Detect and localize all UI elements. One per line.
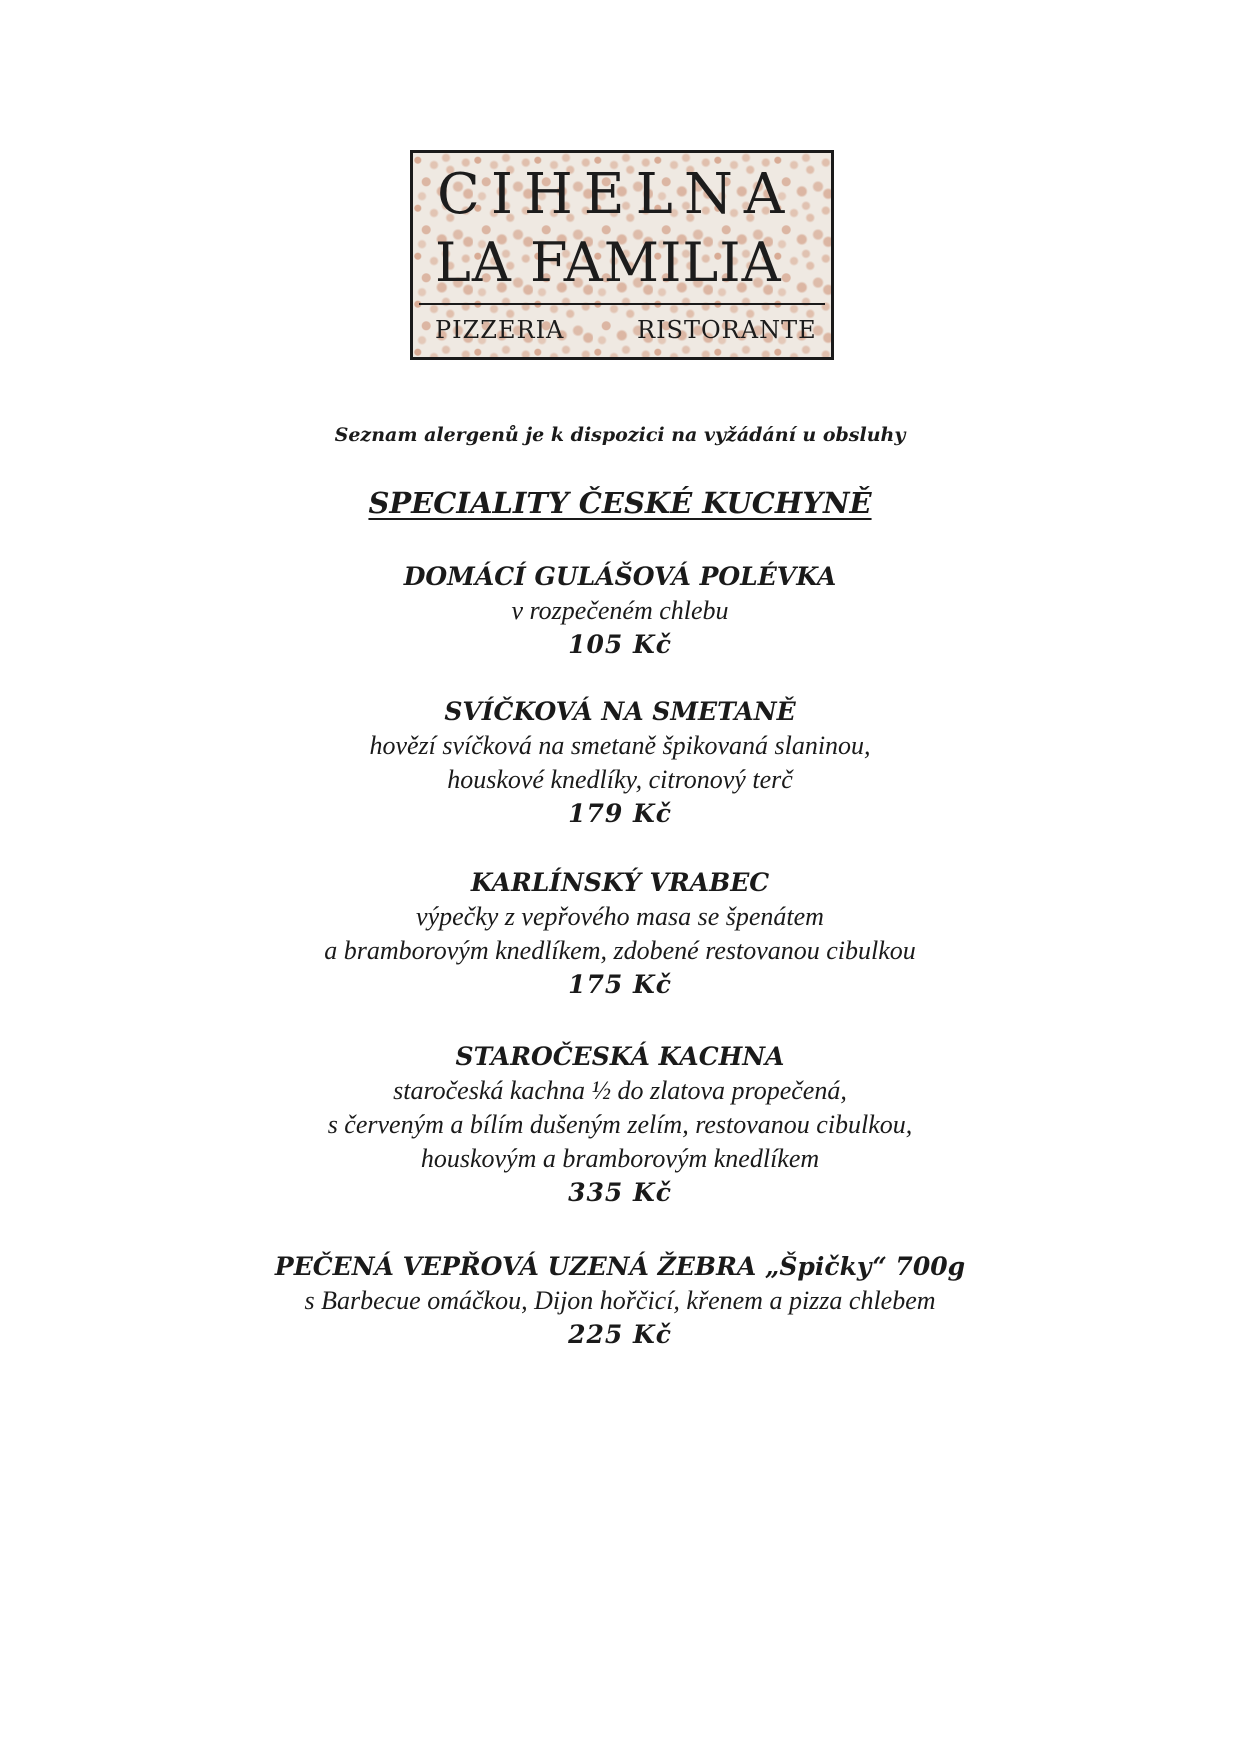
dish-item: [0, 866, 1240, 1002]
logo-subtitle: LA FAMILIA: [435, 231, 782, 294]
dish-description: výpečky z vepřového masa se špenátem: [416, 902, 824, 931]
logo-pizzeria: PIZZERIA: [435, 316, 565, 344]
dish-price: 335 Kč: [568, 1178, 672, 1207]
dish-item: [0, 1250, 1240, 1352]
dish-item: [0, 695, 1240, 831]
dish-description: houskovým a bramborovým knedlíkem: [420, 1144, 820, 1173]
restaurant-logo: [410, 150, 834, 360]
dish-price: 105 Kč: [568, 630, 672, 659]
dish-item: [0, 560, 1240, 662]
logo-divider: [419, 303, 825, 305]
dish-name: KARLÍNSKÝ VRABEC: [470, 868, 770, 897]
dish-description: s červeným a bílím dušeným zelím, restovanou cibulkou,: [327, 1110, 913, 1139]
dish-price: 179 Kč: [568, 799, 672, 828]
dish-description: s Barbecue omáčkou, Dijon hořčicí, křenem a pizza chlebem: [304, 1286, 936, 1315]
dish-name: STAROČESKÁ KACHNA: [455, 1042, 785, 1071]
dish-description: a bramborovým knedlíkem, zdobené restovanou cibulkou: [324, 936, 916, 965]
logo-title: CIHELNA: [437, 162, 796, 227]
dish-price: 225 Kč: [568, 1320, 672, 1349]
dish-description: staročeská kachna ½ do zlatova propečená,: [393, 1076, 847, 1105]
dish-description: v rozpečeném chlebu: [511, 596, 729, 625]
logo-ristorante: RISTORANTE: [637, 316, 817, 344]
dish-description: hovězí svíčková na smetaně špikovaná slaninou,: [369, 731, 871, 760]
dish-name: DOMÁCÍ GULÁŠOVÁ POLÉVKA: [403, 562, 837, 591]
allergen-note: Seznam alergenů je k dispozici na vyžádání u obsluhy: [334, 424, 906, 446]
dish-price: 175 Kč: [568, 970, 672, 999]
dish-name: PEČENÁ VEPŘOVÁ UZENÁ ŽEBRA „Špičky“ 700g: [274, 1252, 966, 1281]
section-title: SPECIALITY ČESKÉ KUCHYNĚ: [368, 486, 872, 520]
dish-item: [0, 1040, 1240, 1210]
dish-description: houskové knedlíky, citronový terč: [447, 765, 793, 794]
dish-name: SVÍČKOVÁ NA SMETANĚ: [444, 697, 796, 726]
